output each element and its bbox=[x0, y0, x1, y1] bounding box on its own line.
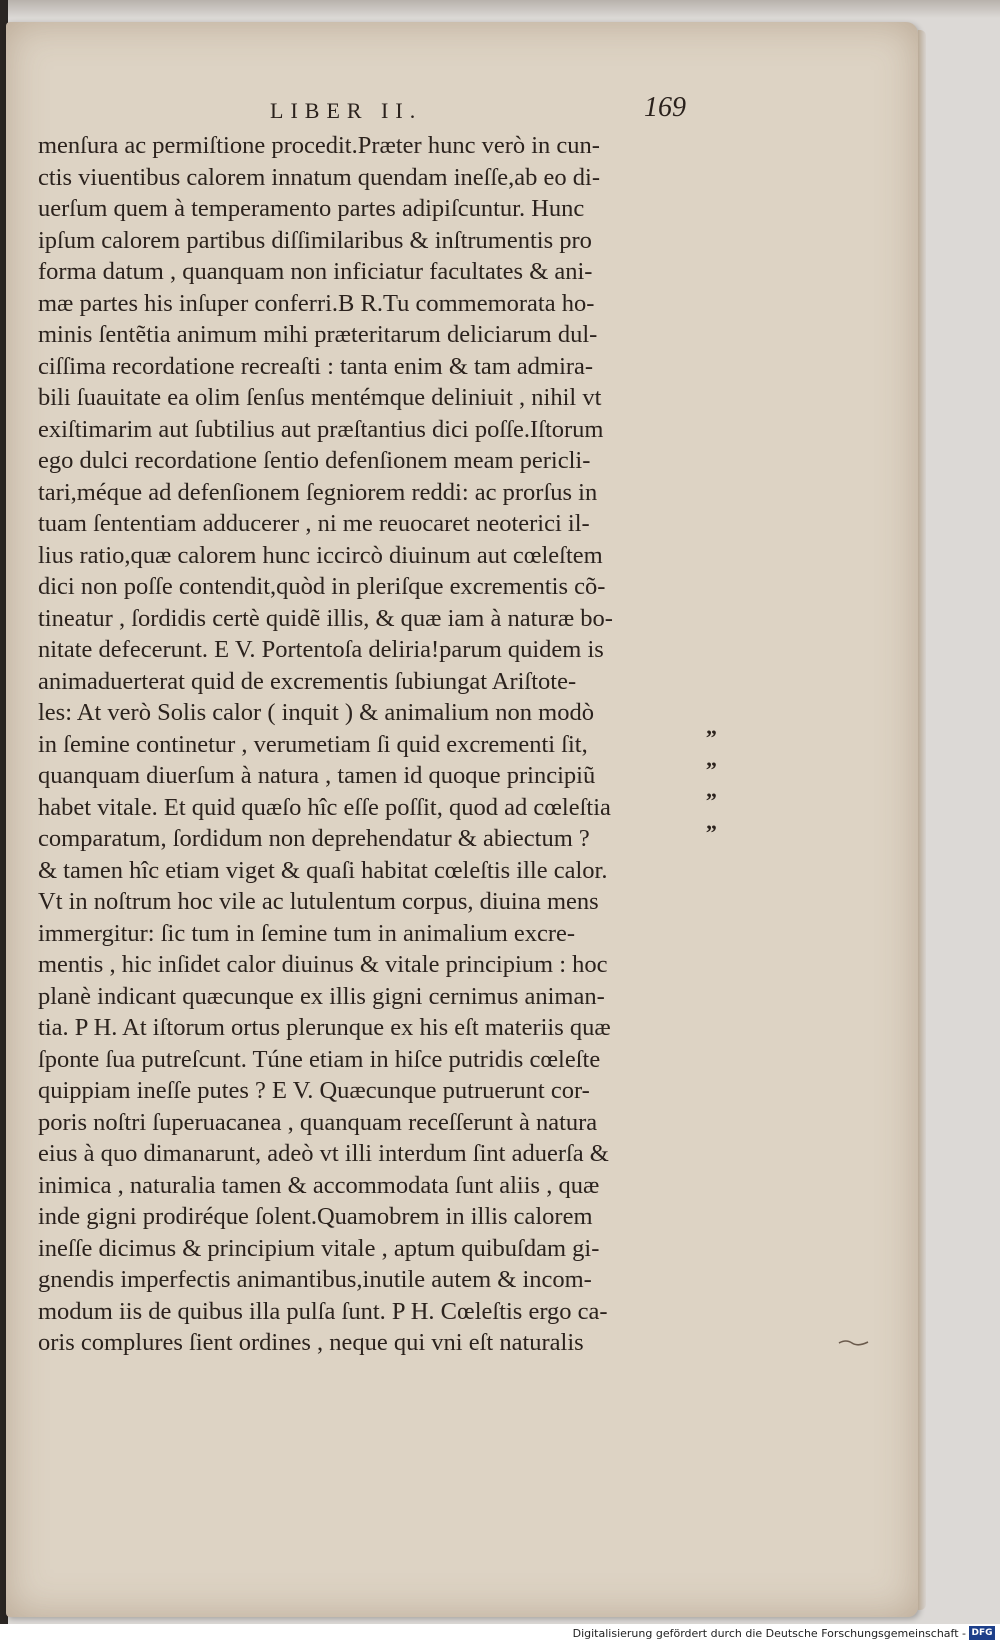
dfg-logo: DFG bbox=[969, 1626, 995, 1640]
quote-mark: „ bbox=[706, 777, 717, 802]
text-line: animaduerterat quid de excrementis ſubiungat Ariſtote- bbox=[38, 667, 577, 695]
text-line: lius ratio,quæ calorem hunc iccircò diuinum aut cœleſtem bbox=[38, 541, 603, 569]
text-line: poris noſtri ſuperuacanea , quanquam receſſerunt à natura bbox=[38, 1108, 598, 1136]
text-line: bili ſuauitate ea olim ſenſus mentémque deliniuit , nihil vt bbox=[38, 384, 602, 411]
text-line: comparatum, ſordidum non deprehendatur & abiectum ? bbox=[38, 825, 590, 852]
text-line: exiſtimarim aut ſubtilius aut præſtantius dici poſſe.Iſtorum bbox=[38, 415, 604, 443]
scan-top-shadow bbox=[0, 0, 1000, 18]
text-line: tia. P H. At iſtorum ortus plerunque ex his eſt materiis quæ bbox=[38, 1014, 611, 1041]
text-line: mæ partes his inſuper conferri.B R.Tu commemorata ho- bbox=[38, 289, 595, 317]
text-line: tineatur , ſordidis certè quidẽ illis, & quæ iam à naturæ bo- bbox=[38, 604, 613, 632]
text-line: dici non poſſe contendit,quòd in pleriſque excrementis cõ- bbox=[38, 573, 606, 600]
quote-mark: „ bbox=[706, 745, 717, 771]
text-line: gnendis imperfectis animantibus,inutile autem & incom- bbox=[38, 1266, 592, 1293]
text-line: oris complures ſient ordines , neque qui vni eſt naturalis bbox=[38, 1329, 584, 1356]
text-line: inde gigni prodiréque ſolent.Quamobrem in illis calorem bbox=[38, 1203, 593, 1230]
text-line: ipſum calorem partibus diſſimilaribus & inſtrumentis pro bbox=[38, 226, 592, 254]
text-line: uerſum quem à temperamento partes adipiſcuntur. Hunc bbox=[38, 195, 585, 222]
text-line: quippiam ineſſe putes ? E V. Quæcunque putruerunt cor- bbox=[38, 1077, 590, 1104]
text-line: minis ſentẽtia animum mihi præteritarum deliciarum dul- bbox=[38, 321, 598, 348]
text-line: ciſſima recordatione recreaſti : tanta enim & tam admira- bbox=[38, 352, 594, 380]
text-line: ego dulci recordatione ſentio defenſionem meam pericli- bbox=[38, 447, 591, 474]
text-line: quanquam diuerſum à natura , tamen id quoque principiũ bbox=[38, 762, 596, 789]
text-line: menſura ac permiſtione procedit.Præter hunc verò in cun- bbox=[38, 132, 600, 159]
text-line: ctis viuentibus calorem innatum quendam ineſſe,ab eo di- bbox=[38, 163, 600, 191]
running-head: LIBER II. bbox=[270, 98, 423, 123]
text-line: habet vitale. Et quid quæſo hîc eſſe poſſit, quod ad cœleſtia bbox=[38, 793, 611, 821]
text-line: in ſemine continetur , verumetiam ſi quid excrementi ſit, bbox=[38, 730, 588, 758]
margin-quote-marks bbox=[706, 711, 736, 837]
text-line: forma datum , quanquam non inficiatur facultates & ani- bbox=[38, 258, 593, 285]
text-line: ineſſe dicimus & principium vitale , aptum quibuſdam gi- bbox=[38, 1234, 600, 1262]
marginal-ornament-icon bbox=[838, 1338, 870, 1346]
text-line: & tamen hîc etiam viget & quaſi habitat cœleſtis ille calor. bbox=[38, 856, 608, 884]
page-edge bbox=[918, 30, 926, 1610]
text-line: Vt in noſtrum hoc vile ac lutulentum corpus, diuina mens bbox=[38, 888, 599, 915]
text-line: tari,méque ad defenſionem ſegniorem reddi: ac prorſus in bbox=[38, 478, 598, 506]
quote-mark: „ bbox=[706, 808, 717, 834]
folio-number: 169 bbox=[644, 92, 686, 123]
text-line: ſponte ſua putreſcunt. Túne etiam in hiſce putridis cœleſte bbox=[38, 1045, 601, 1073]
text-line: modum iis de quibus illa pulſa ſunt. P H. Cœleſtis ergo ca- bbox=[38, 1297, 608, 1325]
text-line: eius à quo dimanarunt, adeò vt illi interdum ſint aduerſa & bbox=[38, 1140, 609, 1167]
text-line: immergitur: ſic tum in ſemine tum in animalium excre- bbox=[38, 919, 576, 947]
text-line: nitate defecerunt. E V. Portentoſa deliria!parum quidem is bbox=[38, 636, 604, 663]
text-line: inimica , naturalia tamen & accommodata ſunt aliis , quæ bbox=[38, 1171, 600, 1199]
digitization-credit: Digitalisierung gefördert durch die Deutsche Forschungsgemeinschaft - bbox=[572, 1627, 966, 1640]
text-line: planè indicant quæcunque ex illis gigni cernimus animan- bbox=[38, 982, 605, 1010]
text-line: tuam ſententiam adducerer , ni me reuocaret neoterici il- bbox=[38, 510, 590, 537]
text-line: mentis , hic inſidet calor diuinus & vitale principium : hoc bbox=[38, 951, 608, 978]
body-text bbox=[38, 130, 728, 1359]
text-line: les: At verò Solis calor ( inquit ) & animalium non modò bbox=[38, 699, 594, 726]
quote-mark: „ bbox=[706, 714, 717, 739]
